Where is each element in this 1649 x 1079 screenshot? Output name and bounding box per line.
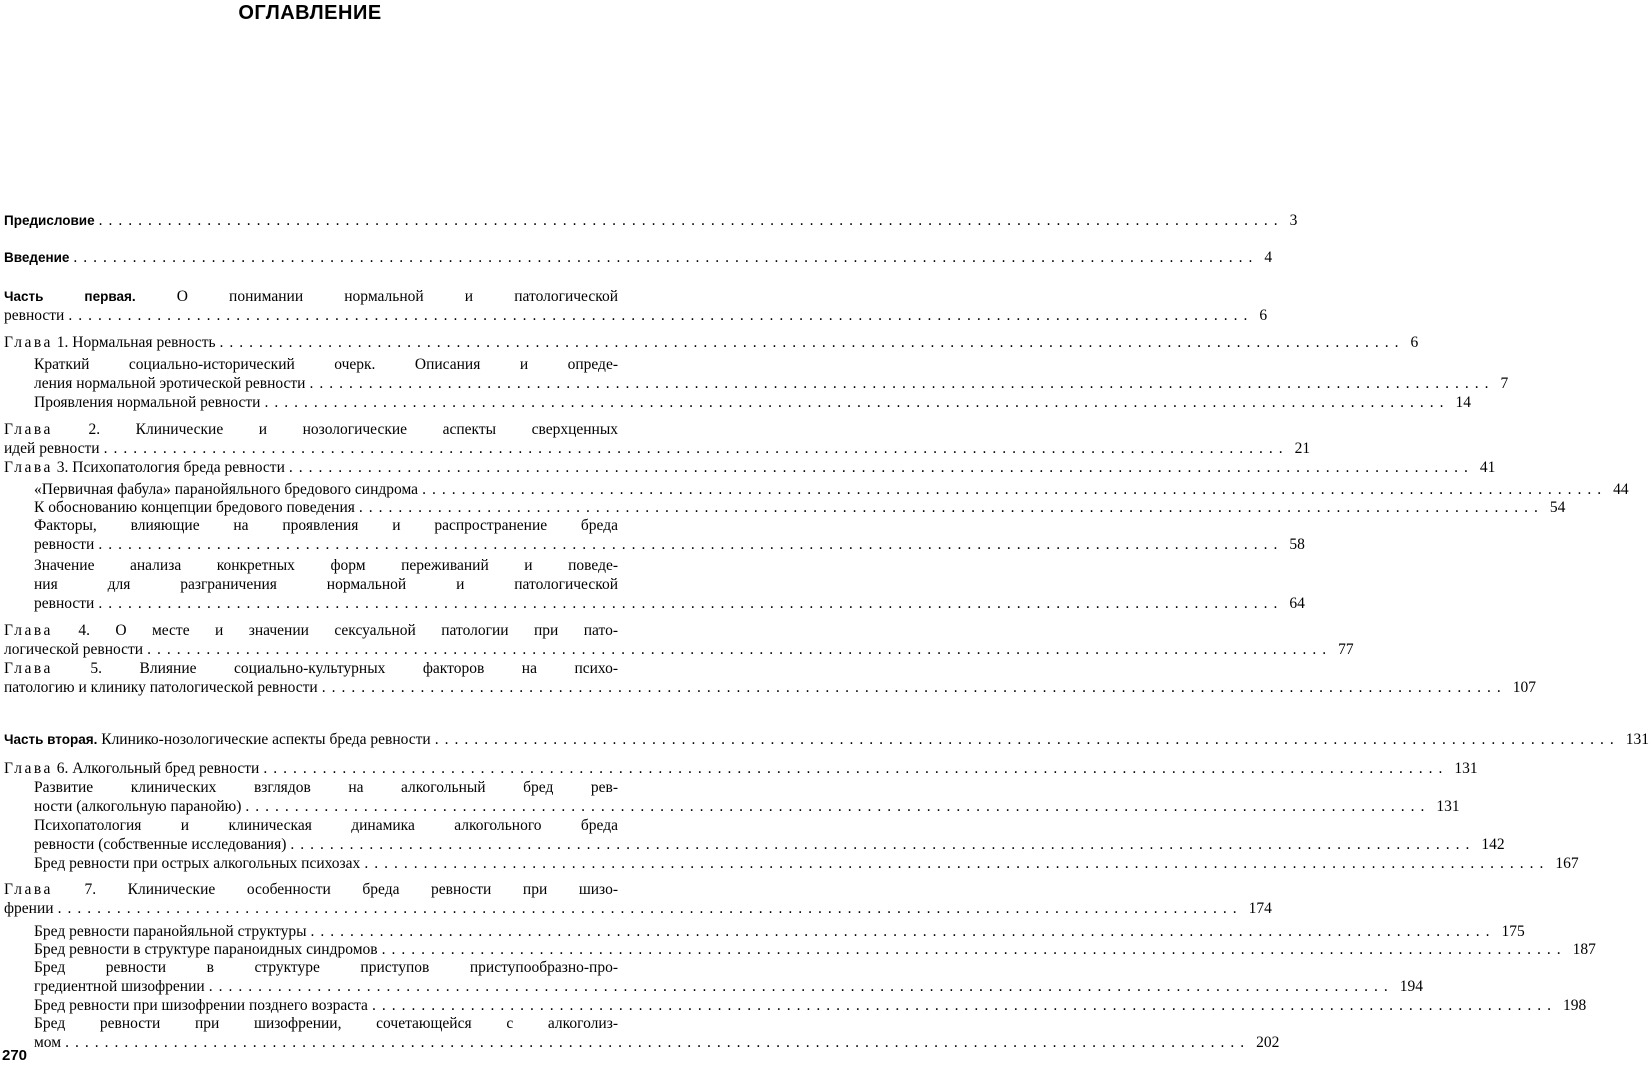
leader-dots: ........................................................................................................................ (73, 249, 1259, 266)
leader-dots: ........................................................................................................................ (371, 997, 1557, 1014)
toc-entry-title: ности (алкогольную паранойю) (34, 798, 242, 815)
toc-entry-text (4, 211, 95, 230)
toc-entry-last-line (34, 922, 1525, 941)
toc-page-number: 41 (1479, 459, 1496, 476)
toc-entry (4, 880, 1272, 918)
chapter-label: Глава (4, 421, 53, 438)
chapter-label: Глава (4, 760, 53, 777)
leader-dots: ........................................................................................................................ (98, 595, 1284, 612)
toc-entry-title: мом (34, 1034, 62, 1051)
toc-entry-text (34, 940, 378, 959)
toc-entry (34, 940, 1596, 959)
toc-entry-line: Глава 5. Влияние социально-культурных факторов на психо- (4, 660, 618, 677)
toc-entry-line: Бред ревности при шизофрении, сочетающейся с алкоголиз- (34, 1015, 618, 1032)
toc-entry-last-line (34, 797, 1460, 816)
toc-entry-text (4, 439, 100, 458)
toc-entry-text (34, 996, 368, 1015)
toc-page-number: 198 (1562, 997, 1587, 1014)
toc-entry-text (4, 333, 216, 352)
toc-page-number: 77 (1338, 641, 1354, 658)
toc-page-number: 131 (1454, 760, 1478, 777)
toc-entry (4, 420, 1311, 458)
part-label: Часть первая. (4, 289, 136, 304)
toc-entry (34, 393, 1471, 412)
toc-entry (4, 621, 1354, 659)
toc-entry (34, 922, 1525, 941)
toc-entry-last-line (34, 1033, 1280, 1052)
toc-entry-title: Бред ревности при шизофрении позднего возраста (34, 997, 368, 1014)
leader-dots: ........................................................................................................................ (65, 1034, 1251, 1051)
toc-entry-line: Факторы, влияющие на проявления и распространение бреда (34, 517, 618, 534)
toc-entry-line: Развитие клинических взглядов на алкогольный бред рев- (34, 779, 618, 796)
toc-entry-title: 3. Психопатология бреда ревности (52, 459, 285, 476)
toc-entry (34, 480, 1629, 499)
page-number: 270 (2, 1047, 28, 1064)
toc-entry-text (34, 977, 205, 996)
leader-dots: ........................................................................................................................ (358, 499, 1544, 516)
toc-entry-text (34, 393, 260, 412)
toc-entry-title: патологию и клинику патологической ревности (4, 679, 318, 696)
part-label: Часть вторая. (4, 732, 98, 747)
toc-entry (34, 816, 1505, 854)
leader-dots: ........................................................................................................................ (103, 440, 1289, 457)
leader-dots: ........................................................................................................................ (290, 836, 1476, 853)
toc-entry-title: Проявления нормальной ревности (34, 394, 261, 411)
chapter-label: Глава (4, 459, 53, 476)
leader-dots: ........................................................................................................................ (434, 731, 1620, 748)
toc-entry-title: ревности (собственные исследования) (34, 836, 287, 853)
toc-entry-last-line (34, 854, 1579, 873)
toc-page-number: 131 (1625, 731, 1649, 748)
toc-entry-title: 1. Нормальная ревность (52, 334, 216, 351)
toc-page-number: 6 (1410, 334, 1419, 351)
toc-entry-last-line (34, 835, 1505, 854)
leader-dots: ........................................................................................................................ (147, 641, 1333, 658)
toc-entry-last-line (4, 759, 1478, 778)
chapter-label: Глава (4, 660, 53, 677)
toc-page-number: 3 (1289, 212, 1298, 229)
toc-page-number: 4 (1264, 249, 1273, 266)
toc-entry-title: «Первичная фабула» паранойяльного бредового синдрома (34, 481, 419, 498)
toc-entry-last-line (34, 940, 1596, 959)
chapter-label: Глава (4, 881, 53, 898)
toc-entry-last-line (4, 458, 1496, 477)
toc-entry-last-line (4, 899, 1272, 918)
toc-entry (4, 458, 1496, 477)
toc-entry-title: Введение (4, 250, 70, 265)
toc-entry-last-line (34, 374, 1509, 393)
toc-entry-text (4, 759, 259, 778)
chapter-label: Глава (4, 622, 53, 639)
toc-entry-last-line (34, 480, 1629, 499)
toc-entry-title: Бред ревности при острых алкогольных психозах (34, 855, 361, 872)
toc-page-number: 194 (1399, 978, 1423, 995)
toc-entry-text (34, 835, 286, 854)
toc-entry-text (34, 594, 94, 613)
toc-entry-title: логической ревности (4, 641, 144, 658)
toc-entry-title: гредиентной шизофрении (34, 978, 205, 995)
toc-entry-text (4, 730, 431, 749)
leader-dots: ........................................................................................................................ (288, 459, 1474, 476)
leader-dots: ........................................................................................................................ (98, 536, 1284, 553)
toc-entry-text (34, 1033, 61, 1052)
toc-page-number: 58 (1289, 536, 1305, 553)
toc-entry (4, 730, 1649, 749)
toc-entry-title: ревности (34, 536, 95, 553)
toc-entry-title: Бред ревности в структуре параноидных синдромов (34, 941, 378, 958)
leader-dots: ........................................................................................................................ (57, 900, 1243, 917)
toc-entry (4, 659, 1536, 697)
leader-dots: ........................................................................................................................ (321, 679, 1507, 696)
toc-entry-text (4, 248, 69, 267)
toc-entry-line: Бред ревности в структуре приступов приступообразно-про- (34, 959, 618, 976)
toc-page-number: 44 (1613, 481, 1629, 498)
toc-entry (4, 248, 1273, 267)
toc-entry-text (34, 480, 418, 499)
toc-entry (34, 1014, 1280, 1052)
toc-entry-line: Психопатология и клиническая динамика алкогольного бреда (34, 817, 618, 834)
toc-entry-line: Краткий социально-исторический очерк. Описания и опреде- (34, 356, 618, 373)
leader-dots: ........................................................................................................................ (263, 760, 1449, 777)
toc-entry-last-line (34, 977, 1423, 996)
toc-entry-last-line (4, 678, 1536, 697)
toc-entry-line: Глава 2. Клинические и нозологические аспекты сверхценных (4, 421, 618, 438)
page-title: ОГЛАВЛЕНИЕ (238, 2, 382, 24)
toc-entry (34, 355, 1509, 393)
toc-entry (34, 498, 1566, 517)
toc-entry-last-line (34, 535, 1305, 554)
toc-entry-text (34, 374, 305, 393)
toc-entry-text (34, 498, 355, 517)
leader-dots: ........................................................................................................................ (309, 375, 1495, 392)
leader-dots: ........................................................................................................................ (98, 212, 1284, 229)
toc-entry-title: Клинико-нозологические аспекты бреда ревности (97, 731, 431, 748)
leader-dots: ........................................................................................................................ (264, 394, 1450, 411)
leader-dots: ........................................................................................................................ (310, 923, 1496, 940)
toc-entry-last-line (34, 498, 1566, 517)
toc-entry (4, 759, 1478, 778)
toc-entry-last-line (34, 393, 1471, 412)
toc-entry-text (34, 854, 360, 873)
leader-dots: ........................................................................................................................ (364, 855, 1550, 872)
toc-entry-last-line (34, 996, 1587, 1015)
toc-entry-title: 6. Алкогольный бред ревности (52, 760, 260, 777)
toc-page-number: 6 (1259, 307, 1268, 324)
toc-page-number: 202 (1256, 1034, 1280, 1051)
toc-entry-text (4, 678, 318, 697)
toc-entry-text (4, 899, 54, 918)
toc-entry (34, 556, 1305, 613)
chapter-label: Глава (4, 334, 53, 351)
toc-entry-last-line (4, 439, 1311, 458)
toc-page-number: 142 (1481, 836, 1505, 853)
toc-entry-line: ния для разграничения нормальной и патологической (34, 576, 618, 593)
toc-entry-last-line (4, 211, 1298, 230)
leader-dots: ........................................................................................................................ (245, 798, 1431, 815)
toc-page-number: 187 (1572, 941, 1596, 958)
toc-entry-text (34, 922, 307, 941)
toc-entry-title: ревности (4, 307, 65, 324)
toc-entry-title: френии (4, 900, 54, 917)
toc-entry-text (4, 306, 64, 325)
toc-entry-text (34, 535, 94, 554)
toc-page-number: 131 (1436, 798, 1460, 815)
toc-entry-last-line (4, 248, 1273, 267)
toc-page-number: 167 (1555, 855, 1579, 872)
toc-entry-line: Глава 7. Клинические особенности бреда ревности при шизо- (4, 881, 618, 898)
leader-dots: ........................................................................................................................ (422, 481, 1608, 498)
toc-page-number: 7 (1500, 375, 1509, 392)
toc-entry-last-line (4, 730, 1649, 749)
toc-entry-text (4, 640, 143, 659)
toc-page-number: 14 (1455, 394, 1471, 411)
toc-entry (34, 996, 1587, 1015)
toc-entry-title: ления нормальной эротической ревности (34, 375, 306, 392)
toc-entry (4, 287, 1268, 325)
toc-entry (4, 333, 1419, 352)
toc-entry (34, 778, 1460, 816)
toc-page-number: 64 (1289, 595, 1305, 612)
toc-entry (34, 854, 1579, 873)
toc-entry-last-line (34, 594, 1305, 613)
toc-entry-title: ревности (34, 595, 95, 612)
toc-entry-text (4, 458, 285, 477)
toc-entry-last-line (4, 640, 1354, 659)
toc-entry-line: Часть первая. О понимании нормальной и патологической (4, 288, 618, 305)
toc-entry-last-line (4, 333, 1419, 352)
toc-entry-last-line (4, 306, 1268, 325)
leader-dots: ........................................................................................................................ (68, 307, 1254, 324)
toc-entry-title: Предисловие (4, 213, 95, 228)
toc-entry-title: идей ревности (4, 440, 100, 457)
toc-entry (34, 958, 1423, 996)
toc-entry-title: Бред ревности паранойяльной структуры (34, 923, 307, 940)
toc-entry-line: Глава 4. О месте и значении сексуальной патологии при пато- (4, 622, 618, 639)
toc-entry-text (34, 797, 241, 816)
toc-page-number: 175 (1501, 923, 1525, 940)
toc-entry-title: К обоснованию концепции бредового поведения (34, 499, 355, 516)
toc-page-number: 107 (1512, 679, 1536, 696)
leader-dots: ........................................................................................................................ (219, 334, 1405, 351)
toc-page-number: 174 (1248, 900, 1272, 917)
toc-entry-line: Значение анализа конкретных форм переживаний и поведе- (34, 557, 618, 574)
toc-entry (34, 516, 1305, 554)
toc-page-number: 54 (1549, 499, 1566, 516)
toc-page-number: 21 (1294, 440, 1311, 457)
leader-dots: ........................................................................................................................ (381, 941, 1567, 958)
leader-dots: ........................................................................................................................ (208, 978, 1394, 995)
toc-entry (4, 211, 1298, 230)
